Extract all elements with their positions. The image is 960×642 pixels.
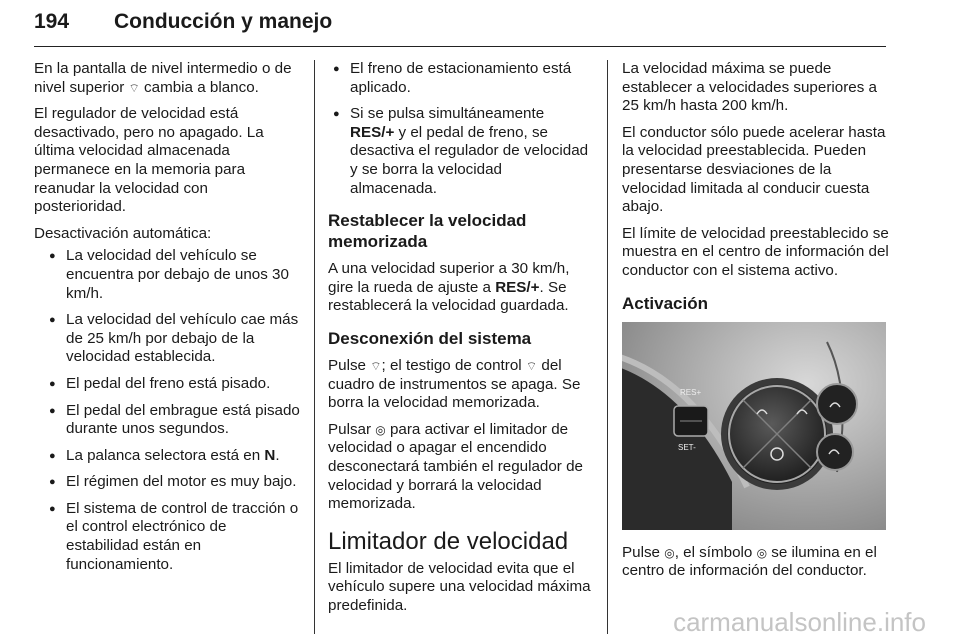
set-minus-label: SET- <box>678 442 696 452</box>
list-item: ● El pedal del embrague está pisado durante unos segundos. <box>44 402 300 439</box>
speed-limiter-icon: ◎ <box>664 545 675 560</box>
paragraph: Pulse ⌔; el testigo de control ⌔ del cuadro de instrumentos se apaga. Se borra la velocidad memorizada. <box>328 356 581 412</box>
heading-activation: Activación <box>622 293 708 313</box>
column-3 <box>622 60 890 589</box>
deactivation-list-continued <box>328 60 592 198</box>
paragraph: El regulador de velocidad está desactivado, pero no apagado. La última velocidad almacenada permanece en la memoria para reanudar la velocidad con posterioridad. <box>34 105 264 216</box>
list-item: ● La velocidad del vehículo cae más de 25 km/h por debajo de la velocidad establecida. <box>44 311 300 367</box>
paragraph: La velocidad máxima se puede establecer a velocidades superiores a 25 km/h hasta 200 km/h. <box>622 60 877 115</box>
page-header <box>34 8 886 47</box>
column-1 <box>34 60 300 582</box>
paragraph: El conductor sólo puede acelerar hasta la velocidad preestablecida. Pueden presentarse desviaciones de la velocidad limitada al conducir cuesta abajo. <box>622 123 886 216</box>
list-item: ● El sistema de control de tracción o el control electrónico de estabilidad están en funcionamiento. <box>44 500 300 574</box>
page-number: 194 <box>34 10 70 33</box>
paragraph: En la pantalla de nivel intermedio o de nivel superior ⌔ cambia a blanco. <box>34 60 292 96</box>
column-divider <box>607 60 608 634</box>
cruise-control-icon: ⌔ <box>370 358 382 373</box>
list-item: ● Si se pulsa simultáneamente RES/+ y el pedal de freno, se desactiva el regulador de velocidad y se borra la velocidad almacenada. <box>328 105 592 198</box>
watermark: carmanualsonline.info <box>673 607 926 637</box>
paragraph: Pulse ◎, el símbolo ◎ se ilumina en el centro de información del conductor. <box>622 543 877 580</box>
paragraph: Pulsar ◎ para activar el limitador de velocidad o apagar el encendido desconectará también el regulador de velocidad y borrará la velocidad memorizada. <box>328 420 583 513</box>
list-item: ● El régimen del motor es muy bajo. <box>44 473 300 492</box>
list-item: ● La velocidad del vehículo se encuentra por debajo de unos 30 km/h. <box>44 247 300 303</box>
paragraph: El límite de velocidad preestablecido se muestra en el centro de información del conductor con el sistema activo. <box>622 224 889 279</box>
heading-restore-speed: Restablecer la velocidad memorizada <box>328 211 527 252</box>
cruise-control-icon: ⌔ <box>128 80 140 95</box>
heading-speed-limiter: Limitador de velocidad <box>328 527 569 555</box>
column-divider <box>314 60 315 634</box>
res-plus-label: RES+ <box>680 387 702 397</box>
auto-deactivation-list <box>34 247 300 574</box>
speed-limiter-icon: ◎ <box>375 422 386 437</box>
list-item: ● La palanca selectora está en N. <box>44 447 300 466</box>
paragraph: A una velocidad superior a 30 km/h, gire la rueda de ajuste a RES/+. Se restablecerá la velocidad guardada. <box>328 260 570 315</box>
list-item: ● El freno de estacionamiento está aplicado. <box>328 60 592 97</box>
cruise-control-icon: ⌔ <box>525 358 538 373</box>
paragraph: El limitador de velocidad evita que el vehículo supere una velocidad máxima predefinida. <box>328 559 591 614</box>
heading-system-off: Desconexión del sistema <box>328 328 532 348</box>
paragraph: Desactivación automática: <box>34 224 212 242</box>
section-title: Conducción y manejo <box>114 10 333 33</box>
column-2 <box>328 60 592 623</box>
list-item: ● El pedal del freno está pisado. <box>44 375 300 394</box>
steering-wheel-controls-image <box>622 322 886 530</box>
speed-limiter-icon: ◎ <box>756 545 768 560</box>
